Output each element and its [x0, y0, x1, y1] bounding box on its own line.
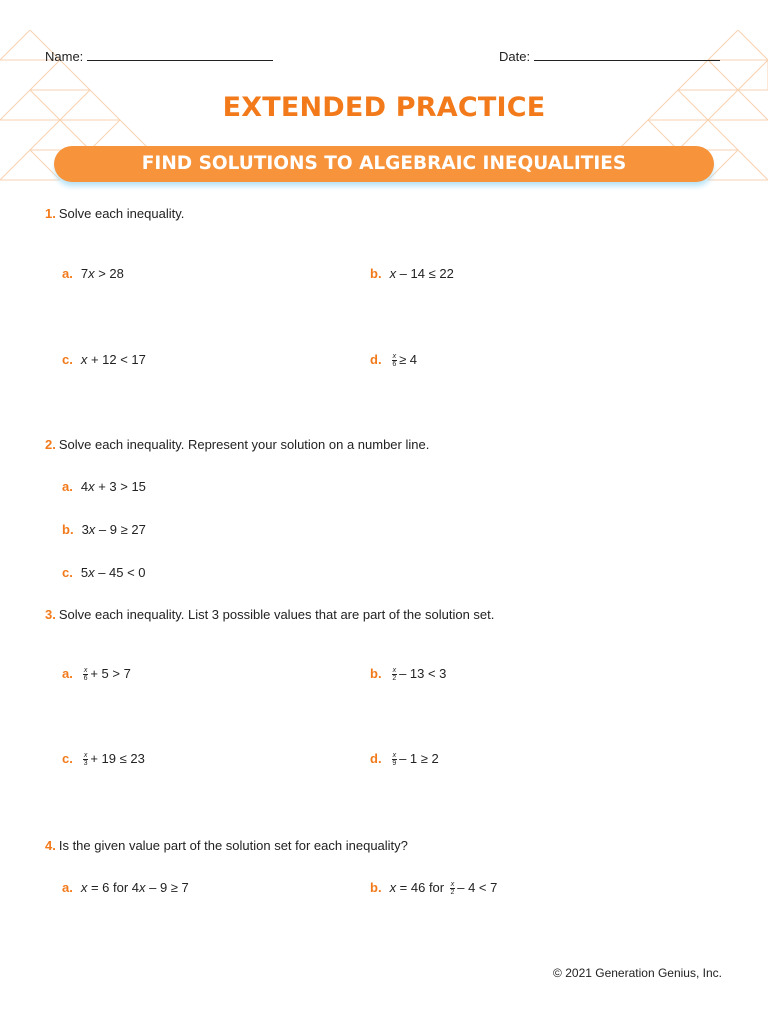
fraction: $\frac{x}{9}$	[392, 752, 397, 768]
q4-item-b: b. x = 46 for $\frac{x}{2}$ – 4 < 7	[370, 880, 498, 897]
name-label: Name:	[45, 49, 84, 64]
q1-item-b: b. x – 14 ≤ 22	[370, 266, 454, 281]
q3-item-b: b. $\frac{x}{2}$ – 13 < 3	[370, 666, 447, 683]
q1-item-a: a. 7x > 28	[62, 266, 124, 281]
q3-item-a: a. $\frac{x}{6}$ + 5 > 7	[62, 666, 131, 683]
question-3: 3. Solve each inequality. List 3 possible values that are part of the solution set.	[45, 607, 495, 622]
name-field[interactable]	[45, 48, 273, 64]
question-1: 1. Solve each inequality.	[45, 206, 185, 221]
q2-item-b: b. 3x – 9 ≥ 27	[62, 522, 146, 537]
question-prompt: Is the given value part of the solution set for each inequality?	[58, 838, 408, 853]
fraction: $\frac{x}{6}$	[83, 667, 88, 683]
date-line[interactable]	[534, 48, 720, 61]
date-field[interactable]	[499, 48, 720, 64]
q3-item-c: c. $\frac{x}{3}$ + 19 ≤ 23	[62, 751, 145, 768]
q1-item-d: d. $\frac{x}{6}$ ≥ 4	[370, 352, 418, 369]
topic-banner: FIND SOLUTIONS TO ALGEBRAIC INEQUALITIES	[54, 146, 714, 182]
date-label: Date:	[499, 49, 531, 64]
q1-item-c: c. x + 12 < 17	[62, 352, 146, 367]
copyright-footer: © 2021 Generation Genius, Inc.	[553, 966, 722, 980]
question-2: 2. Solve each inequality. Represent your solution on a number line.	[45, 437, 430, 452]
question-prompt: Solve each inequality.	[58, 206, 185, 221]
question-prompt: Solve each inequality. List 3 possible values that are part of the solution set.	[58, 607, 495, 622]
fraction: $\frac{x}{2}$	[450, 881, 455, 897]
question-prompt: Solve each inequality. Represent your solution on a number line.	[58, 437, 430, 452]
fraction: $\frac{x}{2}$	[392, 667, 397, 683]
question-4: 4. Is the given value part of the solution set for each inequality?	[45, 838, 408, 853]
fraction: $\frac{x}{6}$	[392, 353, 397, 369]
q2-item-c: c. 5x – 45 < 0	[62, 565, 146, 580]
q3-item-d: d. $\frac{x}{9}$ – 1 ≥ 2	[370, 751, 439, 768]
q4-item-a: a. x = 6 for 4x – 9 ≥ 7	[62, 880, 189, 895]
fraction: $\frac{x}{3}$	[83, 752, 88, 768]
page-title: EXTENDED PRACTICE	[222, 92, 546, 123]
q2-item-a: a. 4x + 3 > 15	[62, 479, 146, 494]
name-line[interactable]	[87, 48, 273, 61]
